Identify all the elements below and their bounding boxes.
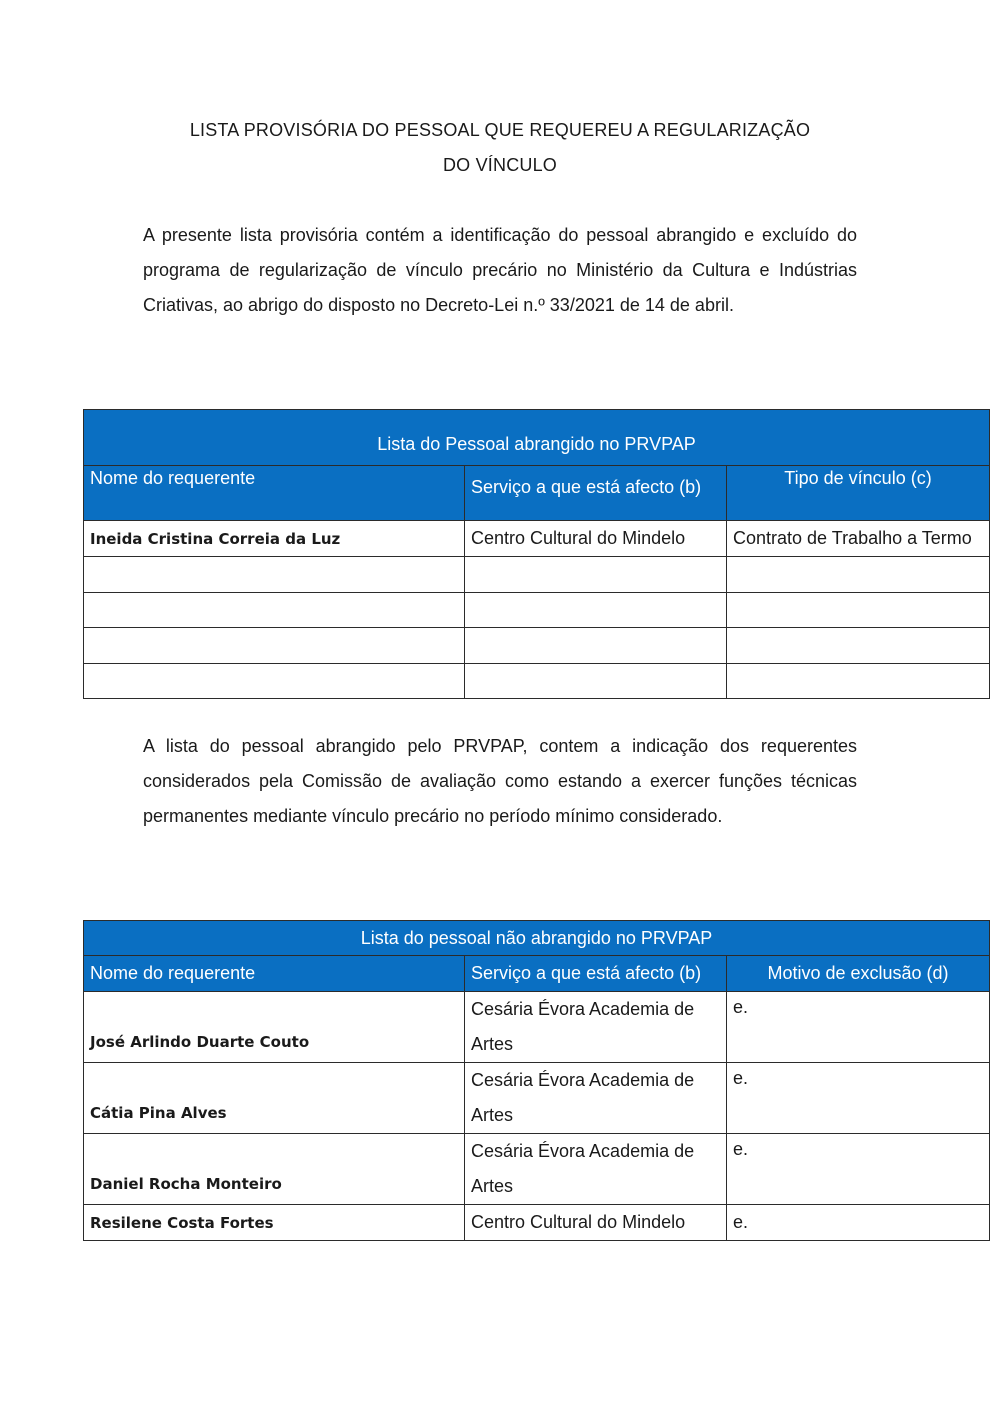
table-row	[84, 1134, 990, 1205]
cell-name: José Arlindo Duarte Couto	[84, 992, 465, 1063]
cell-service	[465, 557, 727, 593]
cell-exclusion-reason: e.	[727, 992, 990, 1063]
cell-name	[84, 557, 465, 593]
cell-service: Centro Cultural do Mindelo	[465, 521, 727, 557]
document-title-line2: DO VÍNCULO	[442, 155, 558, 175]
cell-name: Resilene Costa Fortes	[84, 1205, 465, 1241]
cell-name: Daniel Rocha Monteiro	[84, 1134, 465, 1205]
cell-name: Cátia Pina Alves	[84, 1063, 465, 1134]
cell-service	[465, 593, 727, 628]
included-staff-table	[83, 409, 990, 699]
header-service: Serviço a que está afecto (b)	[465, 956, 727, 992]
cell-exclusion-reason: e.	[727, 1134, 990, 1205]
table-row	[84, 557, 990, 593]
cell-bond-type	[727, 628, 990, 664]
cell-service	[465, 628, 727, 664]
header-name: Nome do requerente	[84, 956, 465, 992]
excluded-staff-table	[83, 920, 990, 1241]
table-row	[84, 628, 990, 664]
cell-exclusion-reason: e.	[727, 1063, 990, 1134]
cell-exclusion-reason: e.	[727, 1205, 990, 1241]
header-name: Nome do requerente	[84, 466, 465, 521]
cell-bond-type	[727, 593, 990, 628]
table-row	[84, 521, 990, 557]
cell-service: Cesária Évora Academia de Artes	[465, 1134, 727, 1205]
table-caption-row	[84, 410, 990, 466]
cell-name	[84, 664, 465, 699]
cell-bond-type	[727, 557, 990, 593]
middle-paragraph: A lista do pessoal abrangido pelo PRVPAP, contem a indicação dos requerentes considerados pela Comissão de avaliação como estando a exercer funções técnicas permanentes mediante vínculo precário no período mínimo considerado.	[143, 736, 857, 826]
cell-name	[84, 593, 465, 628]
header-bond-type: Tipo de vínculo (c)	[727, 466, 990, 521]
table-header-row	[84, 466, 990, 521]
cell-service	[465, 664, 727, 699]
cell-service: Centro Cultural do Mindelo	[465, 1205, 727, 1241]
cell-name: Ineida Cristina Correia da Luz	[84, 521, 465, 557]
table-caption: Lista do pessoal não abrangido no PRVPAP	[84, 921, 990, 956]
table-row	[84, 593, 990, 628]
intro-paragraph: A presente lista provisória contém a identificação do pessoal abrangido e excluído do programa de regularização de vínculo precário no Ministério da Cultura e Indústrias Criativas, ao abrigo do disposto no Decreto-Lei n.º 33/2021 de 14 de abril.	[143, 225, 857, 315]
table-row	[84, 1063, 990, 1134]
table-row	[84, 992, 990, 1063]
document-title-line1: LISTA PROVISÓRIA DO PESSOAL QUE REQUEREU A REGULARIZAÇÃO	[189, 120, 811, 140]
table-caption: Lista do Pessoal abrangido no PRVPAP	[84, 410, 990, 466]
cell-bond-type	[727, 664, 990, 699]
table-row	[84, 1205, 990, 1241]
table-header-row	[84, 956, 990, 992]
table-row	[84, 664, 990, 699]
cell-service: Cesária Évora Academia de Artes	[465, 992, 727, 1063]
header-exclusion-reason: Motivo de exclusão (d)	[727, 956, 990, 992]
cell-name	[84, 628, 465, 664]
cell-bond-type: Contrato de Trabalho a Termo	[727, 521, 990, 557]
table-caption-row	[84, 921, 990, 956]
header-service: Serviço a que está afecto (b)	[465, 466, 727, 521]
cell-service: Cesária Évora Academia de Artes	[465, 1063, 727, 1134]
